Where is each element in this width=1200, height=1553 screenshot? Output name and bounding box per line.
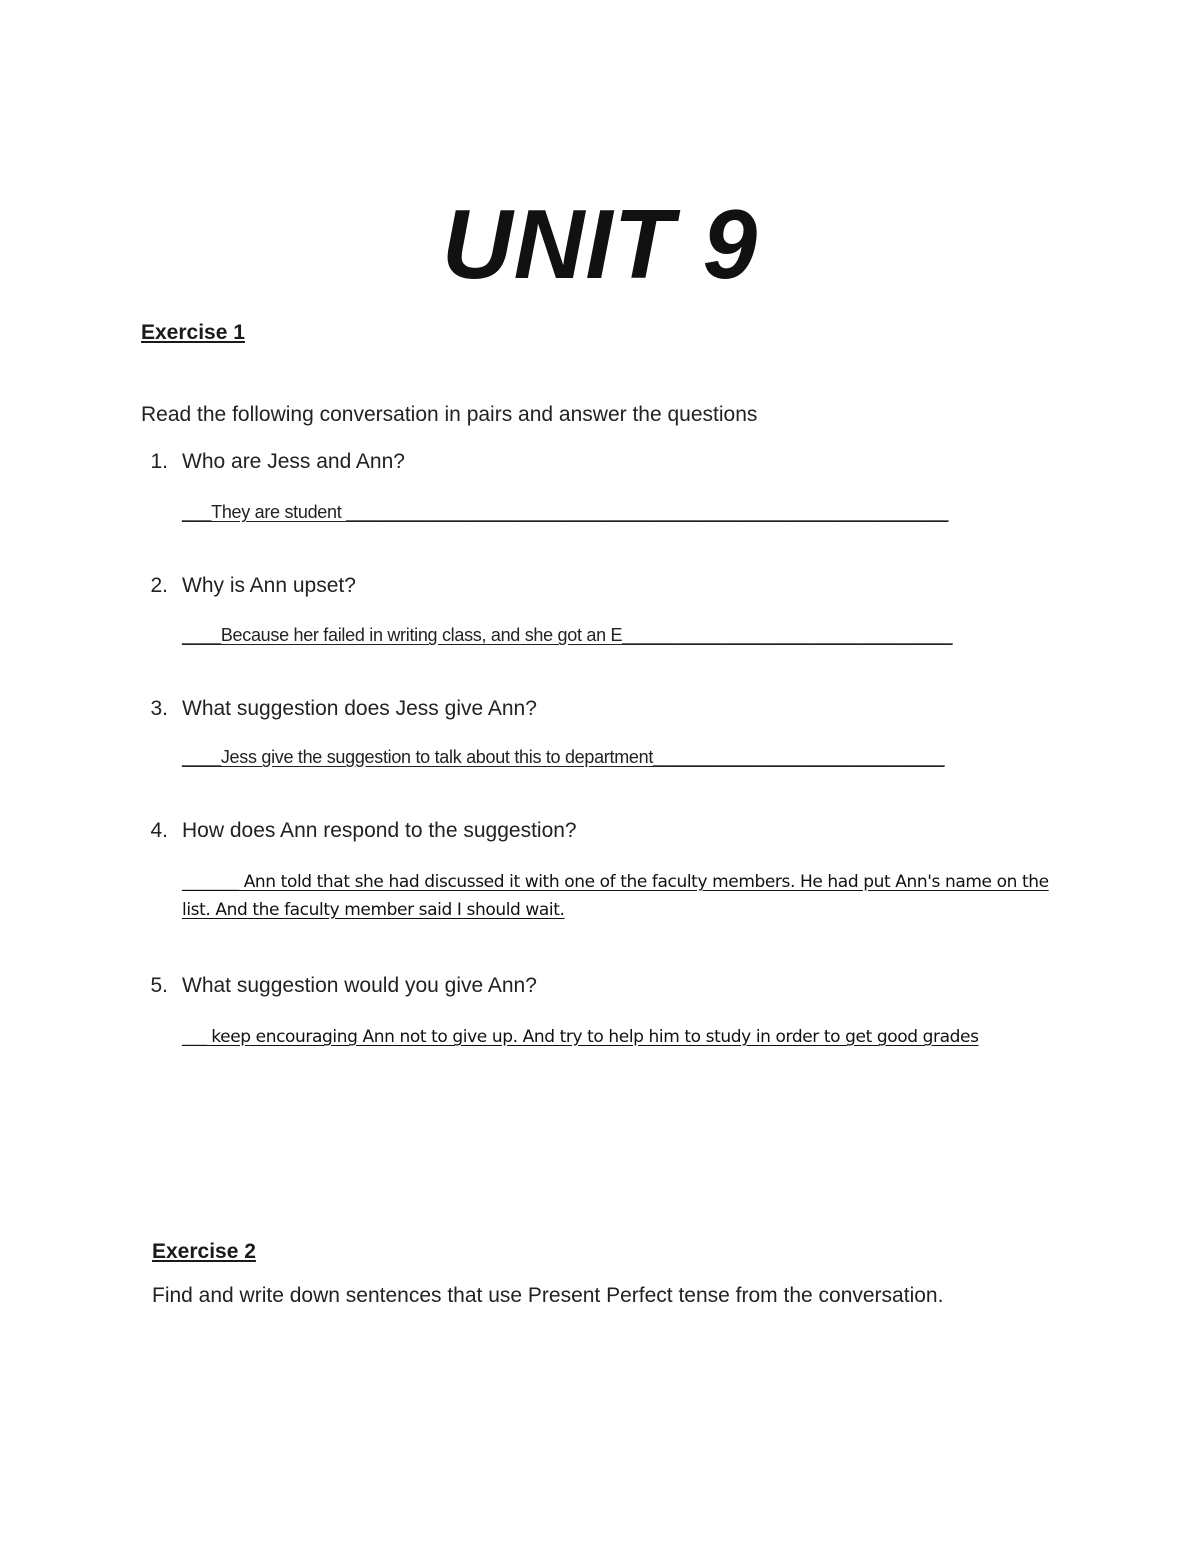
exercise-2-heading: Exercise 2 [152, 1240, 256, 1263]
question-text: What suggestion would you give Ann? [182, 974, 537, 997]
page-title: UNIT 9 [441, 189, 759, 299]
answer-text: ____Jess give the suggestion to talk about this to department______________________________ [182, 747, 945, 767]
question-text: Who are Jess and Ann? [182, 450, 405, 473]
question-text: Why is Ann upset? [182, 574, 356, 597]
exercise-1-instruction: Read the following conversation in pairs and answer the questions [141, 403, 758, 426]
question-text: What suggestion does Jess give Ann? [182, 697, 537, 720]
question-number: 2. [150, 574, 168, 597]
answer-text: ____Because her failed in writing class, and she got an E__________________________________ [182, 625, 953, 645]
question-text: How does Ann respond to the suggestion? [182, 819, 577, 842]
question-number: 5. [150, 974, 168, 997]
exercise-1-heading: Exercise 1 [141, 321, 245, 344]
exercise-2-instruction: Find and write down sentences that use Present Perfect tense from the conversation. [152, 1284, 944, 1307]
answer-text: ___ keep encouraging Ann not to give up. And try to help him to study in order to get good grades [182, 1027, 979, 1047]
question-number: 4. [150, 819, 168, 842]
question-number: 3. [150, 697, 168, 720]
answer-text: _______ Ann told that she had discussed it with one of the faculty members. He had put Ann's name on the list. And the faculty member said I should wait. [182, 872, 1049, 920]
question-number: 1. [150, 450, 168, 473]
answer-text: ___They are student ______________________________________________________________ [182, 502, 949, 522]
